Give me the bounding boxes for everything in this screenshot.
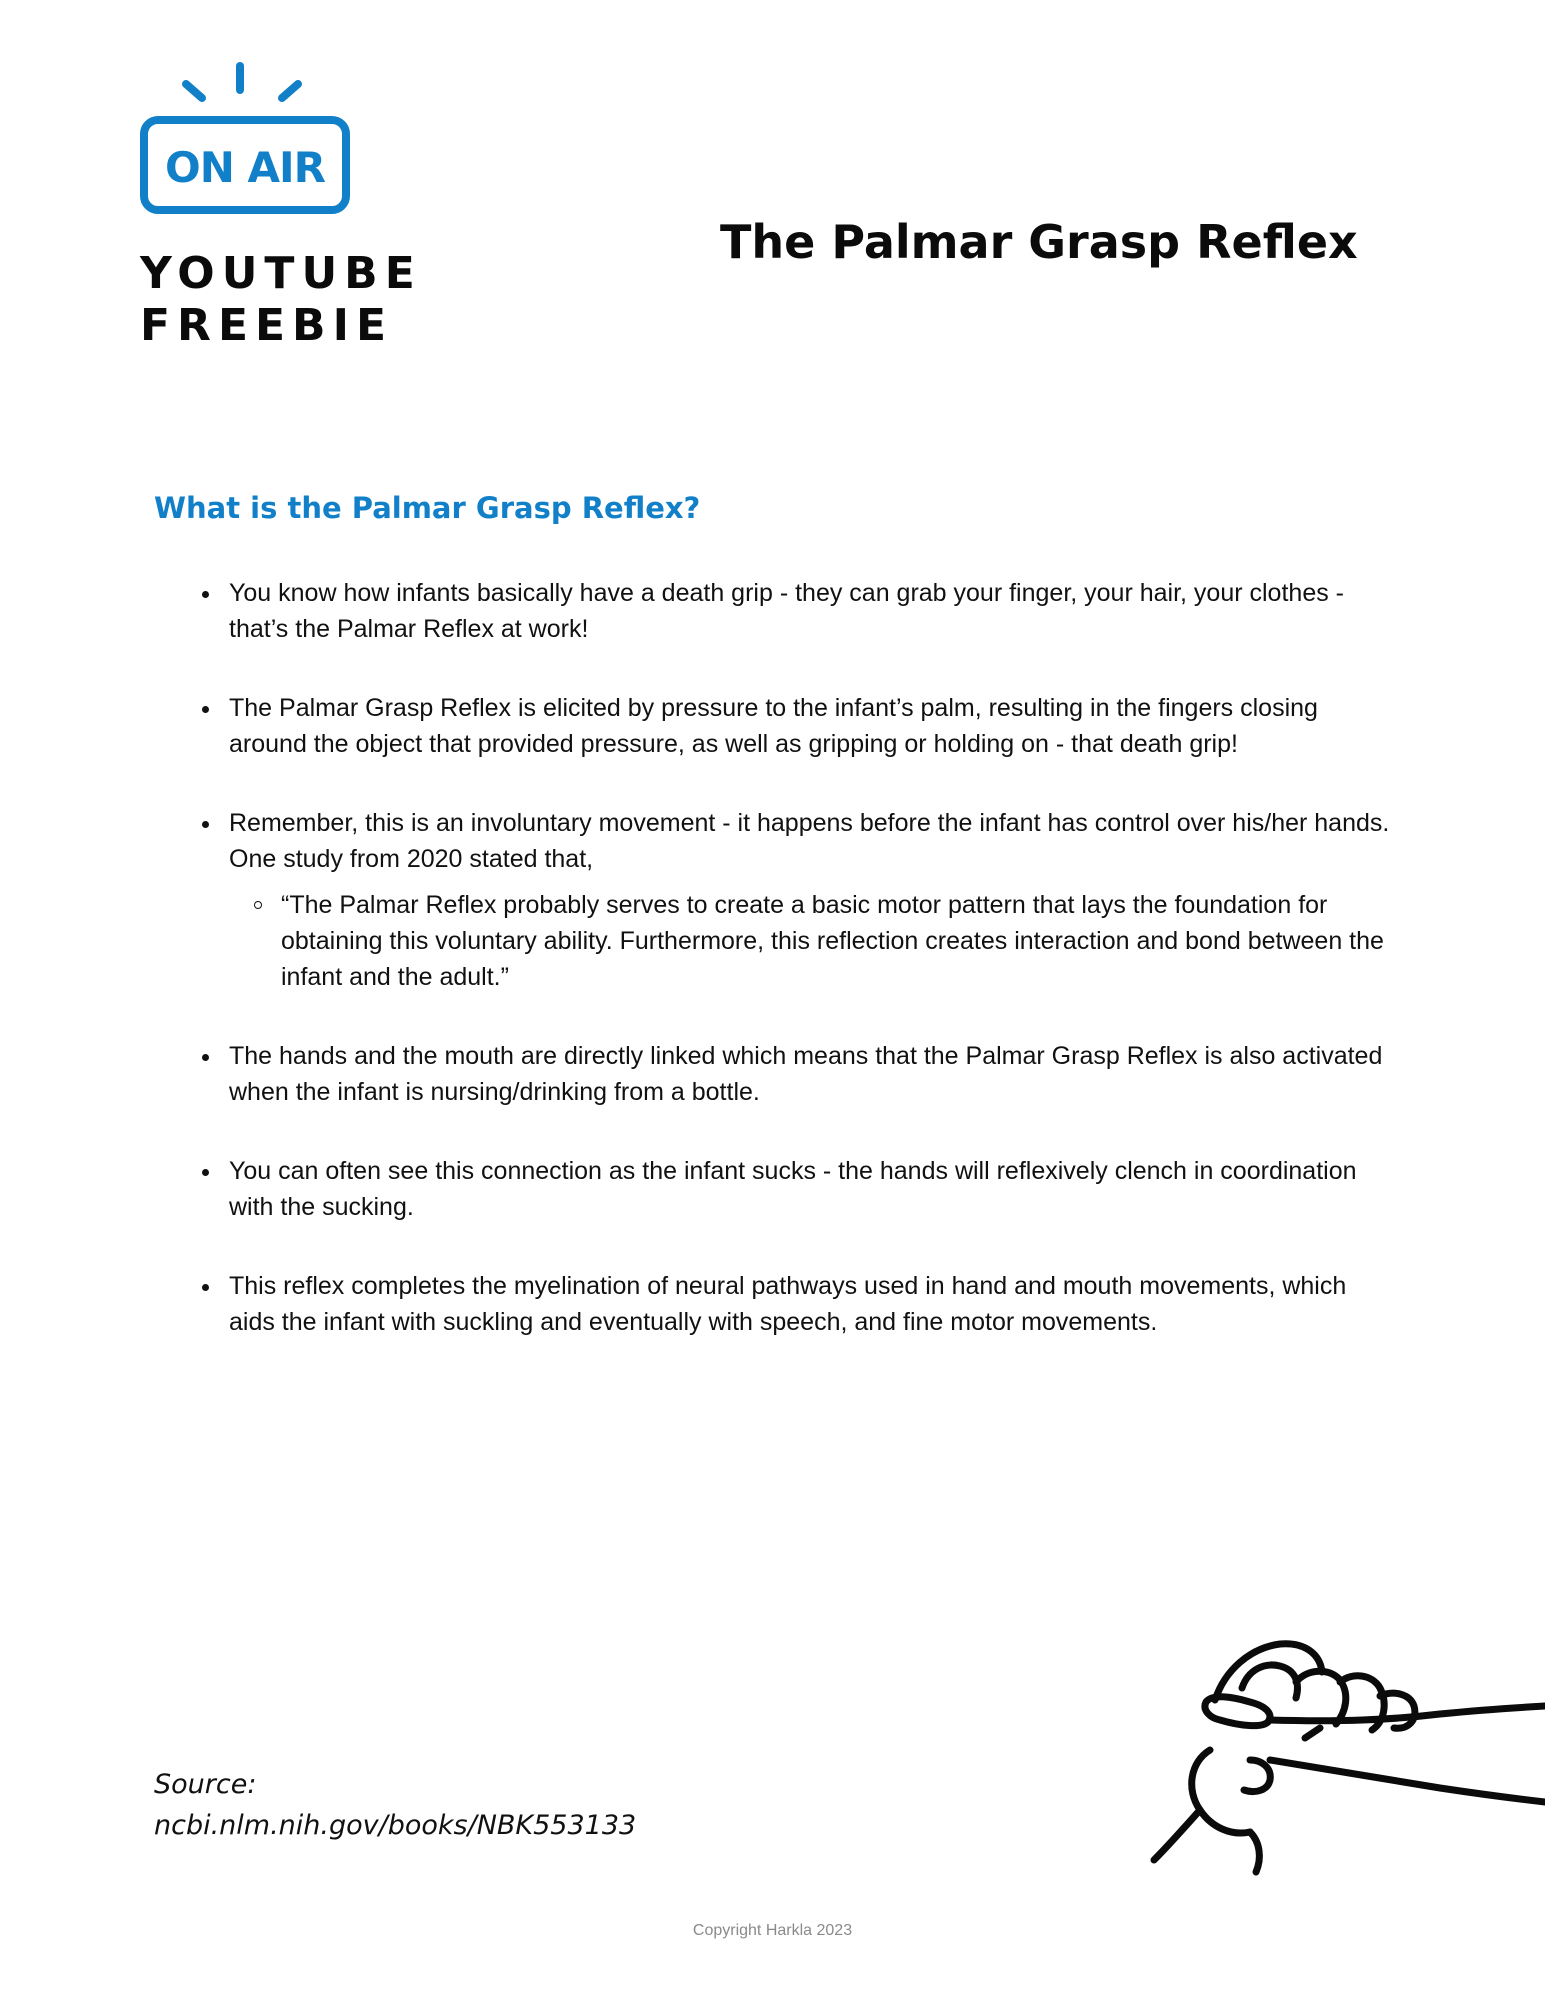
source-citation xyxy=(154,1764,636,1846)
source-label: Source: xyxy=(154,1769,257,1800)
bullet-item xyxy=(229,1153,1399,1225)
source-url: ncbi.nlm.nih.gov/books/NBK553133 xyxy=(154,1810,637,1841)
bullet-list xyxy=(229,575,1399,1383)
bullet-text: You know how infants basically have a death grip - they can grab your finger, your hair, your clothes - that’s the Palmar Reflex at work! xyxy=(229,579,1344,643)
bullet-dot xyxy=(202,1284,209,1291)
quote-text: “The Palmar Reflex probably serves to create a basic motor pattern that lays the foundation for obtaining this voluntary ability. Furthermore, this reflection creates interaction and bond between the infant and the adult.” xyxy=(281,891,1384,991)
quote-item xyxy=(281,887,1399,995)
bullet-dot xyxy=(202,706,209,713)
bullet-dot xyxy=(202,1054,209,1061)
bullet-dot xyxy=(202,821,209,828)
on-air-sign-icon xyxy=(140,60,360,220)
logo-line-freebie: FREEBIE xyxy=(140,300,394,351)
bullet-item xyxy=(229,1038,1399,1110)
bullet-text: The hands and the mouth are directly linked which means that the Palmar Grasp Reflex is also activated when the infant is nursing/drinking from a bottle. xyxy=(229,1042,1383,1106)
hand-grasp-icon xyxy=(1140,1610,1545,1890)
on-air-badge-text: ON AIR xyxy=(165,143,325,192)
bullet-item xyxy=(229,575,1399,647)
bullet-dot xyxy=(202,1169,209,1176)
sub-bullet-ring xyxy=(254,901,262,909)
bullet-text: The Palmar Grasp Reflex is elicited by pressure to the infant’s palm, resulting in the fingers closing around the object that provided pressure, as well as gripping or holding on - that death grip! xyxy=(229,694,1318,758)
copyright-footer: Copyright Harkla 2023 xyxy=(692,1922,853,1939)
bullet-dot xyxy=(202,591,209,598)
bullet-item xyxy=(229,1268,1399,1340)
logo-line-youtube: YOUTUBE xyxy=(140,248,422,299)
bullet-text: Remember, this is an involuntary movement - it happens before the infant has control over his/her hands. One study from 2020 stated that, xyxy=(229,809,1390,873)
quote-list xyxy=(281,887,1399,995)
bullet-text: This reflex completes the myelination of neural pathways used in hand and mouth movements, which aids the infant with suckling and eventually with speech, and fine motor movements. xyxy=(229,1272,1347,1336)
logo-text xyxy=(140,248,422,352)
bullet-item xyxy=(229,805,1399,995)
bullet-item xyxy=(229,690,1399,762)
page-title: The Palmar Grasp Reflex xyxy=(720,215,1358,269)
bullet-text: You can often see this connection as the infant sucks - the hands will reflexively clench in coordination with the sucking. xyxy=(229,1157,1357,1221)
section-heading: What is the Palmar Grasp Reflex? xyxy=(154,491,701,525)
